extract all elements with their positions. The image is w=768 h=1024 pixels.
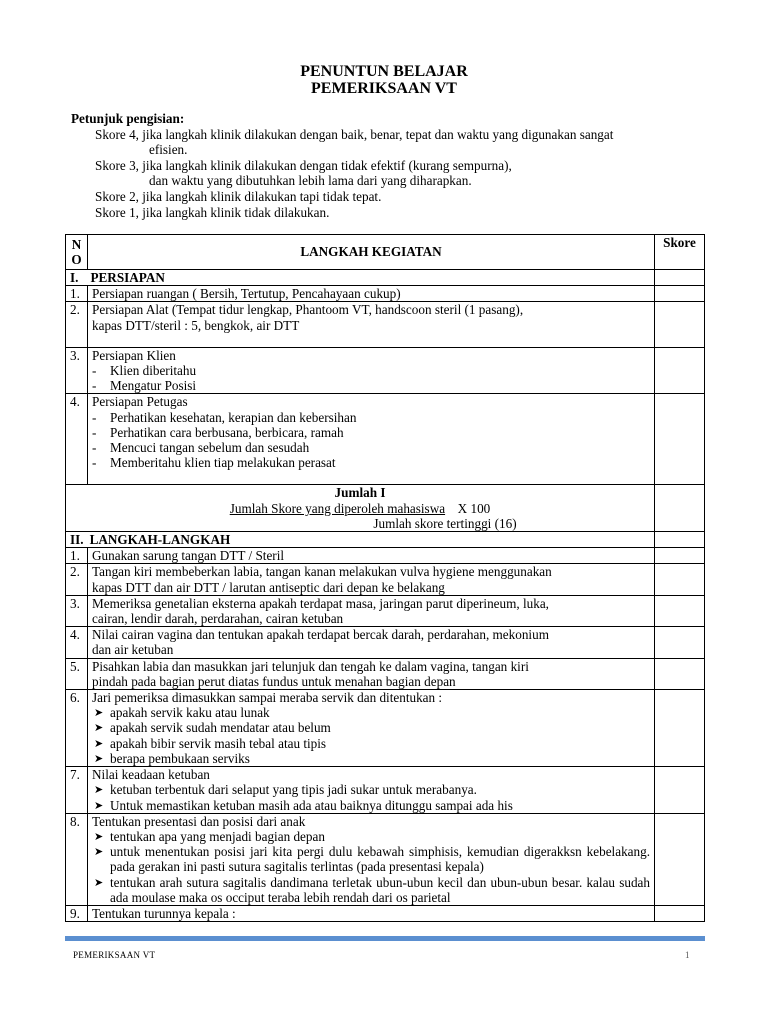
row-no: 8.	[66, 813, 88, 905]
instruction-line: Skore 4, jika langkah klinik dilakukan dengan baik, benar, tepat dan waktu yang digunakan sangat	[95, 126, 614, 142]
row-text-line: cairan, lendir darah, perdarahan, cairan ketuban	[92, 611, 344, 627]
row-no: 3.	[66, 595, 88, 626]
row-text	[88, 302, 655, 347]
row-text-line: Jari pemeriksa dimasukkan sampai meraba servik dan ditentukan :	[92, 690, 443, 706]
page-subtitle: PEMERIKSAAN VT	[311, 80, 457, 97]
dash-item: - Perhatikan kesehatan, kerapian dan kebersihan	[92, 410, 650, 425]
header-no-line1: N	[71, 237, 82, 252]
footer-bar	[65, 936, 705, 941]
instruction-line: dan waktu yang dibutuhkan lebih lama dari yang diharapkan.	[149, 173, 472, 189]
row-text-line: Persiapan Petugas	[92, 394, 188, 410]
page-number: 1	[685, 950, 690, 960]
table-row	[66, 627, 705, 658]
jumlah-row	[66, 485, 705, 532]
instruction-line: efisien.	[149, 142, 188, 158]
skore-cell[interactable]	[655, 548, 705, 564]
row-no: 2.	[66, 302, 88, 347]
table-row	[66, 813, 705, 905]
section-no: II.	[70, 532, 84, 548]
header-langkah: LANGKAH KEGIATAN	[88, 235, 655, 270]
row-no: 5.	[66, 658, 88, 689]
row-spacer	[92, 333, 650, 347]
dash-item: - Memberitahu klien tiap melakukan perasat	[92, 455, 650, 470]
skore-cell[interactable]	[655, 485, 705, 532]
skore-cell[interactable]	[655, 627, 705, 658]
row-text	[88, 394, 655, 485]
dash-item: - Perhatikan cara berbusana, berbicara, ramah	[92, 425, 650, 440]
skore-cell[interactable]	[655, 532, 705, 548]
table-row	[66, 302, 705, 347]
instruction-line: Skore 2, jika langkah klinik dilakukan tapi tidak tepat.	[95, 188, 382, 204]
page-title: PENUNTUN BELAJAR	[300, 63, 468, 80]
skore-cell[interactable]	[655, 595, 705, 626]
table-row	[66, 394, 705, 485]
arrow-item: ➤ ketuban terbentuk dari selaput yang tipis jadi sukar untuk merabanya.	[92, 782, 650, 797]
row-text	[88, 564, 655, 595]
skore-cell[interactable]	[655, 394, 705, 485]
row-text: Gunakan sarung tangan DTT / Steril	[88, 548, 655, 564]
row-text	[88, 347, 655, 394]
row-no: 6.	[66, 690, 88, 767]
row-text-line: Nilai cairan vagina dan tentukan apakah terdapat bercak darah, perdarahan, mekonium	[92, 627, 549, 643]
table-row	[66, 347, 705, 394]
instructions	[71, 111, 711, 220]
table-row	[66, 286, 705, 302]
section-label: LANGKAH-LANGKAH	[89, 532, 231, 548]
row-text	[88, 767, 655, 814]
arrow-item: ➤ tentukan arah sutura sagitalis dandimana terletak ubun-ubun kecil dan ubun-ubun besar. kalau sudah ada moulase maka os occiput teraba lebih rendah dari os parietal	[92, 875, 650, 905]
skore-cell[interactable]	[655, 286, 705, 302]
dash-item: - Mengatur Posisi	[92, 378, 650, 393]
section-persiapan	[66, 270, 655, 286]
row-text-line: Tangan kiri membeberkan labia, tangan kanan melakukan vulva hygiene menggunakan	[92, 564, 552, 580]
table-row	[66, 564, 705, 595]
section-langkah	[66, 532, 655, 548]
row-text-line: Memeriksa genetalian eksterna apakah terdapat masa, jaringan parut diperineum, luka,	[92, 595, 549, 611]
row-no: 1.	[66, 286, 88, 302]
row-text-line: Nilai keadaan ketuban	[92, 767, 210, 783]
table-header-row	[66, 235, 705, 270]
skore-cell[interactable]	[655, 813, 705, 905]
row-text	[88, 690, 655, 767]
jumlah-numerator: Jumlah Skore yang diperoleh mahasiswa	[229, 500, 446, 516]
instruction-line: Skore 1, jika langkah klinik tidak dilakukan.	[95, 204, 330, 220]
row-text: Tentukan turunnya kepala :	[88, 905, 655, 921]
row-text-line: kapas DTT dan air DTT / larutan antiseptic dari depan ke belakang	[92, 579, 445, 595]
skore-cell[interactable]	[655, 905, 705, 921]
row-spacer	[92, 470, 650, 484]
row-text-line: Persiapan Alat (Tempat tidur lengkap, Phantoom VT, handscoon steril (1 pasang),	[92, 302, 524, 318]
table-row	[66, 595, 705, 626]
jumlah-denominator: Jumlah skore tertinggi (16)	[373, 515, 517, 531]
row-no: 1.	[66, 548, 88, 564]
row-no: 3.	[66, 347, 88, 394]
arrow-item: ➤ apakah bibir servik masih tebal atau tipis	[92, 736, 650, 751]
row-no: 7.	[66, 767, 88, 814]
skore-cell[interactable]	[655, 564, 705, 595]
row-text: Persiapan ruangan ( Bersih, Tertutup, Pencahayaan cukup)	[88, 286, 655, 302]
arrow-item: ➤ apakah servik kaku atau lunak	[92, 705, 650, 720]
row-text-line: kapas DTT/steril : 5, bengkok, air DTT	[92, 317, 300, 333]
section-label: PERSIAPAN	[90, 270, 165, 285]
instructions-heading: Petunjuk pengisian:	[71, 111, 185, 126]
section-row	[66, 270, 705, 286]
arrow-item: ➤ tentukan apa yang menjadi bagian depan	[92, 829, 650, 844]
row-text-line: dan air ketuban	[92, 642, 174, 658]
skore-cell[interactable]	[655, 658, 705, 689]
table-row	[66, 690, 705, 767]
row-text	[88, 813, 655, 905]
checklist-table	[65, 234, 705, 922]
footer-title: PEMERIKSAAN VT	[73, 950, 156, 960]
dash-item: - Klien diberitahu	[92, 363, 650, 378]
skore-cell[interactable]	[655, 302, 705, 347]
skore-cell[interactable]	[655, 767, 705, 814]
row-text-line: Tentukan presentasi dan posisi dari anak	[92, 813, 306, 829]
row-text-line: Pisahkan labia dan masukkan jari telunjuk dan tengah ke dalam vagina, tangan kiri	[92, 658, 529, 674]
arrow-item: ➤ apakah servik sudah mendatar atau belum	[92, 720, 650, 735]
row-text	[88, 595, 655, 626]
table-row	[66, 767, 705, 814]
row-no: 4.	[66, 394, 88, 485]
dash-item: - Mencuci tangan sebelum dan sesudah	[92, 440, 650, 455]
jumlah-formula	[70, 501, 650, 516]
arrow-item: ➤ untuk menentukan posisi jari kita pergi dulu kebawah simphisis, kemudian digerakksn kebelakang. pada gerakan ini pasti sutura sagitalis terlintas (pada presentasi kepala)	[92, 844, 650, 874]
row-no: 4.	[66, 627, 88, 658]
table-row	[66, 905, 705, 921]
skore-cell[interactable]	[655, 690, 705, 767]
skore-cell[interactable]	[655, 347, 705, 394]
row-text-line: pindah pada bagian perut diatas fundus untuk menahan bagian depan	[92, 673, 456, 689]
row-no: 2.	[66, 564, 88, 595]
header-no	[66, 235, 88, 270]
arrow-item: ➤ Untuk memastikan ketuban masih ada atau baiknya ditunggu sampai ada his	[92, 798, 650, 813]
jumlah-cell	[66, 485, 655, 532]
skore-cell[interactable]	[655, 270, 705, 286]
header-no-line2: O	[71, 252, 82, 268]
section-row	[66, 532, 705, 548]
section-no: I.	[70, 270, 79, 285]
table-row	[66, 658, 705, 689]
jumlah-times: X 100	[457, 500, 491, 516]
table-row	[66, 548, 705, 564]
instruction-line: Skore 3, jika langkah klinik dilakukan dengan tidak efektif (kurang sempurna),	[95, 157, 512, 173]
header-skore: Skore	[655, 235, 705, 270]
row-text-line: Persiapan Klien	[92, 347, 176, 363]
jumlah-label: Jumlah I	[334, 485, 386, 501]
arrow-item: ➤ berapa pembukaan serviks	[92, 751, 650, 766]
row-no: 9.	[66, 905, 88, 921]
row-text	[88, 658, 655, 689]
row-text	[88, 627, 655, 658]
